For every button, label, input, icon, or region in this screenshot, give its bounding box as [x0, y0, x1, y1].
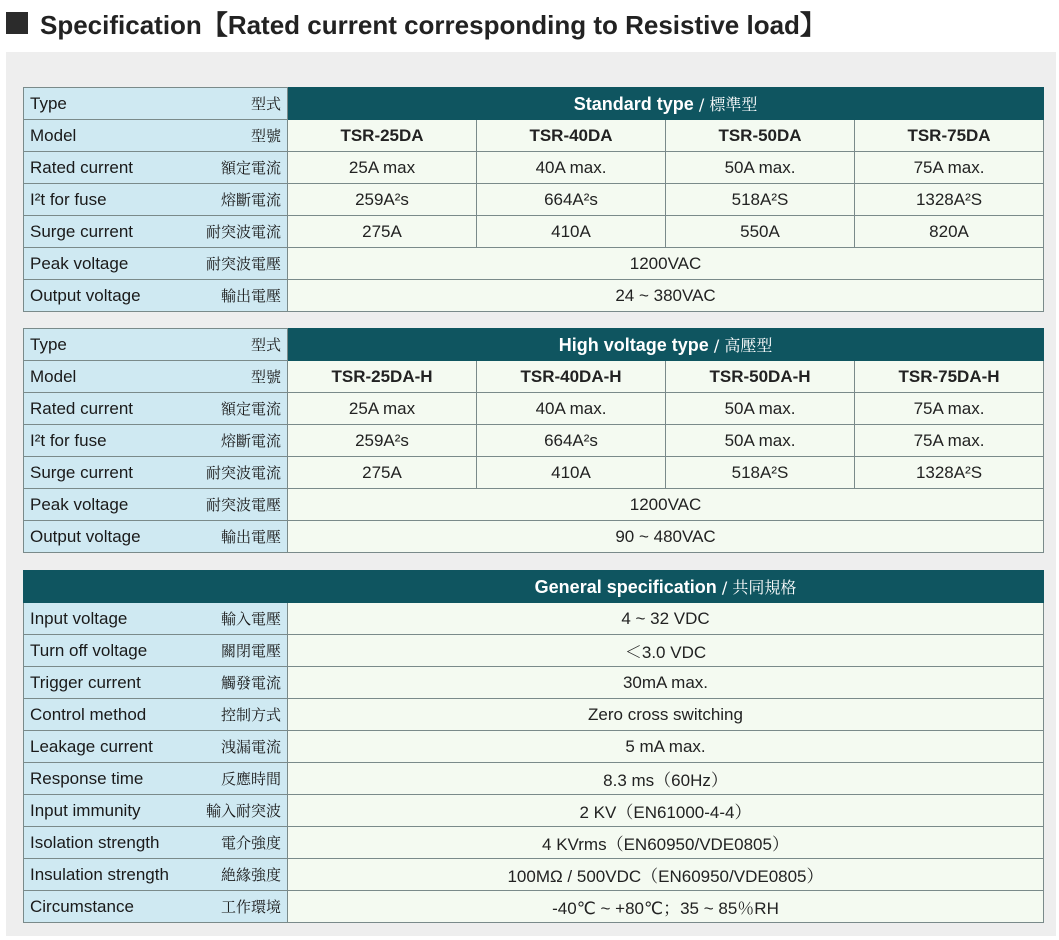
label-zh: 型號: [250, 368, 281, 386]
isolation-strength-label: [24, 827, 288, 859]
value-cell: 664A²s: [477, 425, 666, 457]
label-en: Control method: [30, 704, 147, 724]
general-header-blank: [24, 571, 288, 603]
peak-voltage-value: 1200VAC: [288, 248, 1044, 280]
label-zh: 洩漏電流: [220, 738, 281, 756]
model-cell: TSR-40DA-H: [477, 361, 666, 393]
model-cell: TSR-50DA: [666, 120, 855, 152]
page-title-text: Specification【Rated current corresponding to Resistive load】: [40, 9, 826, 40]
value-cell: 410A: [477, 216, 666, 248]
label-en: Model: [30, 125, 77, 145]
label-en: Isolation strength: [30, 832, 160, 852]
model-cell: TSR-25DA-H: [288, 361, 477, 393]
label-en: Input immunity: [30, 800, 141, 820]
turn-off-voltage-label: [24, 635, 288, 667]
value-cell: 275A: [288, 457, 477, 489]
isolation-strength-value: 4 KVrms（EN60950/VDE0805）: [288, 827, 1044, 859]
control-method-label: [24, 699, 288, 731]
high-voltage-type-header: [288, 329, 1044, 361]
value-cell: 518A²S: [666, 184, 855, 216]
value-cell: 1328A²S: [855, 457, 1044, 489]
peak-voltage-label: [24, 248, 288, 280]
header-sep: /: [708, 336, 725, 355]
output-voltage-label: [24, 280, 288, 312]
label-zh: 額定電流: [220, 159, 281, 177]
label-en: Rated current: [30, 157, 133, 177]
model-label-cell: [24, 120, 288, 152]
label-zh: 反應時間: [220, 770, 281, 788]
response-time-value: 8.3 ms（60Hz）: [288, 763, 1044, 795]
page-title: [6, 6, 826, 40]
circumstance-label: [24, 891, 288, 923]
label-en: Surge current: [30, 221, 133, 241]
square-bullet-icon: [6, 12, 28, 34]
value-cell: 664A²s: [477, 184, 666, 216]
value-cell: 550A: [666, 216, 855, 248]
type-label-cell: [24, 88, 288, 120]
model-cell: TSR-75DA: [855, 120, 1044, 152]
input-immunity-label: [24, 795, 288, 827]
output-voltage-value: 90 ~ 480VAC: [288, 521, 1044, 553]
header-zh: 共同規格: [732, 578, 797, 597]
header-sep: /: [693, 95, 710, 114]
trigger-current-label: [24, 667, 288, 699]
label-zh: 工作環境: [220, 898, 281, 916]
header-zh: 高壓型: [724, 336, 773, 355]
model-cell: TSR-40DA: [477, 120, 666, 152]
value-cell: 40A max.: [477, 393, 666, 425]
header-zh: 標準型: [709, 95, 758, 114]
standard-type-table: [23, 87, 1044, 312]
label-en: Response time: [30, 768, 144, 788]
general-spec-header: [288, 571, 1044, 603]
surge-current-label: [24, 457, 288, 489]
label-zh: 輸出電壓: [220, 287, 281, 305]
value-cell: 50A max.: [666, 393, 855, 425]
value-cell: 518A²S: [666, 457, 855, 489]
value-cell: 410A: [477, 457, 666, 489]
value-cell: 50A max.: [666, 425, 855, 457]
label-zh: 耐突波電流: [205, 464, 281, 482]
label-en: Circumstance: [30, 896, 134, 916]
header-sep: /: [716, 578, 733, 597]
output-voltage-label: [24, 521, 288, 553]
label-zh: 輸出電壓: [220, 528, 281, 546]
input-voltage-label: [24, 603, 288, 635]
label-zh: 型式: [250, 336, 281, 354]
label-en: Input voltage: [30, 608, 128, 628]
high-voltage-type-table: [23, 328, 1044, 553]
label-zh: 耐突波電流: [205, 223, 281, 241]
value-cell: 820A: [855, 216, 1044, 248]
value-cell: 25A max: [288, 152, 477, 184]
label-en: Type: [30, 93, 67, 113]
model-cell: TSR-75DA-H: [855, 361, 1044, 393]
label-zh: 觸發電流: [220, 674, 281, 692]
i2t-fuse-label: [24, 184, 288, 216]
peak-voltage-value: 1200VAC: [288, 489, 1044, 521]
value-cell: 75A max.: [855, 425, 1044, 457]
value-cell: 50A max.: [666, 152, 855, 184]
label-zh: 耐突波電壓: [205, 255, 281, 273]
label-en: Trigger current: [30, 672, 141, 692]
value-cell: 259A²s: [288, 184, 477, 216]
label-zh: 額定電流: [220, 400, 281, 418]
value-cell: 75A max.: [855, 152, 1044, 184]
label-en: I²t for fuse: [30, 430, 107, 450]
label-zh: 輸入耐突波: [205, 802, 281, 820]
leakage-current-label: [24, 731, 288, 763]
label-zh: 關閉電壓: [220, 642, 281, 660]
standard-type-header: [288, 88, 1044, 120]
header-en: Standard type: [573, 94, 694, 114]
label-en: Turn off voltage: [30, 640, 148, 660]
circumstance-value: -40℃ ~ +80℃；35 ~ 85％RH: [288, 891, 1044, 923]
label-en: Model: [30, 366, 77, 386]
label-zh: 型式: [250, 95, 281, 113]
response-time-label: [24, 763, 288, 795]
general-spec-table: [23, 570, 1044, 923]
rated-current-label: [24, 393, 288, 425]
label-en: Peak voltage: [30, 494, 129, 514]
input-voltage-value: 4 ~ 32 VDC: [288, 603, 1044, 635]
label-zh: 控制方式: [220, 706, 281, 724]
surge-current-label: [24, 216, 288, 248]
output-voltage-value: 24 ~ 380VAC: [288, 280, 1044, 312]
value-cell: 25A max: [288, 393, 477, 425]
label-en: Surge current: [30, 462, 133, 482]
i2t-fuse-label: [24, 425, 288, 457]
peak-voltage-label: [24, 489, 288, 521]
model-cell: TSR-50DA-H: [666, 361, 855, 393]
label-en: Insulation strength: [30, 864, 169, 884]
trigger-current-value: 30mA max.: [288, 667, 1044, 699]
label-en: Rated current: [30, 398, 133, 418]
input-immunity-value: 2 KV（EN61000-4-4）: [288, 795, 1044, 827]
value-cell: 40A max.: [477, 152, 666, 184]
value-cell: 1328A²S: [855, 184, 1044, 216]
leakage-current-value: 5 mA max.: [288, 731, 1044, 763]
header-en: High voltage type: [558, 335, 709, 355]
turn-off-voltage-value: ＜3.0 VDC: [288, 635, 1044, 667]
label-zh: 熔斷電流: [220, 191, 281, 209]
insulation-strength-label: [24, 859, 288, 891]
model-cell: TSR-25DA: [288, 120, 477, 152]
value-cell: 275A: [288, 216, 477, 248]
label-en: Peak voltage: [30, 253, 129, 273]
label-zh: 耐突波電壓: [205, 496, 281, 514]
label-zh: 輸入電壓: [220, 610, 281, 628]
value-cell: 75A max.: [855, 393, 1044, 425]
label-en: I²t for fuse: [30, 189, 107, 209]
label-en: Output voltage: [30, 285, 141, 305]
value-cell: 259A²s: [288, 425, 477, 457]
label-zh: 型號: [250, 127, 281, 145]
label-en: Leakage current: [30, 736, 153, 756]
label-zh: 絶緣強度: [220, 866, 281, 884]
model-label-cell: [24, 361, 288, 393]
insulation-strength-value: 100MΩ / 500VDC（EN60950/VDE0805）: [288, 859, 1044, 891]
type-label-cell: [24, 329, 288, 361]
label-zh: 熔斷電流: [220, 432, 281, 450]
label-en: Output voltage: [30, 526, 141, 546]
label-en: Type: [30, 334, 67, 354]
control-method-value: Zero cross switching: [288, 699, 1044, 731]
rated-current-label: [24, 152, 288, 184]
label-zh: 電介強度: [220, 834, 281, 852]
header-en: General specification: [534, 577, 717, 597]
